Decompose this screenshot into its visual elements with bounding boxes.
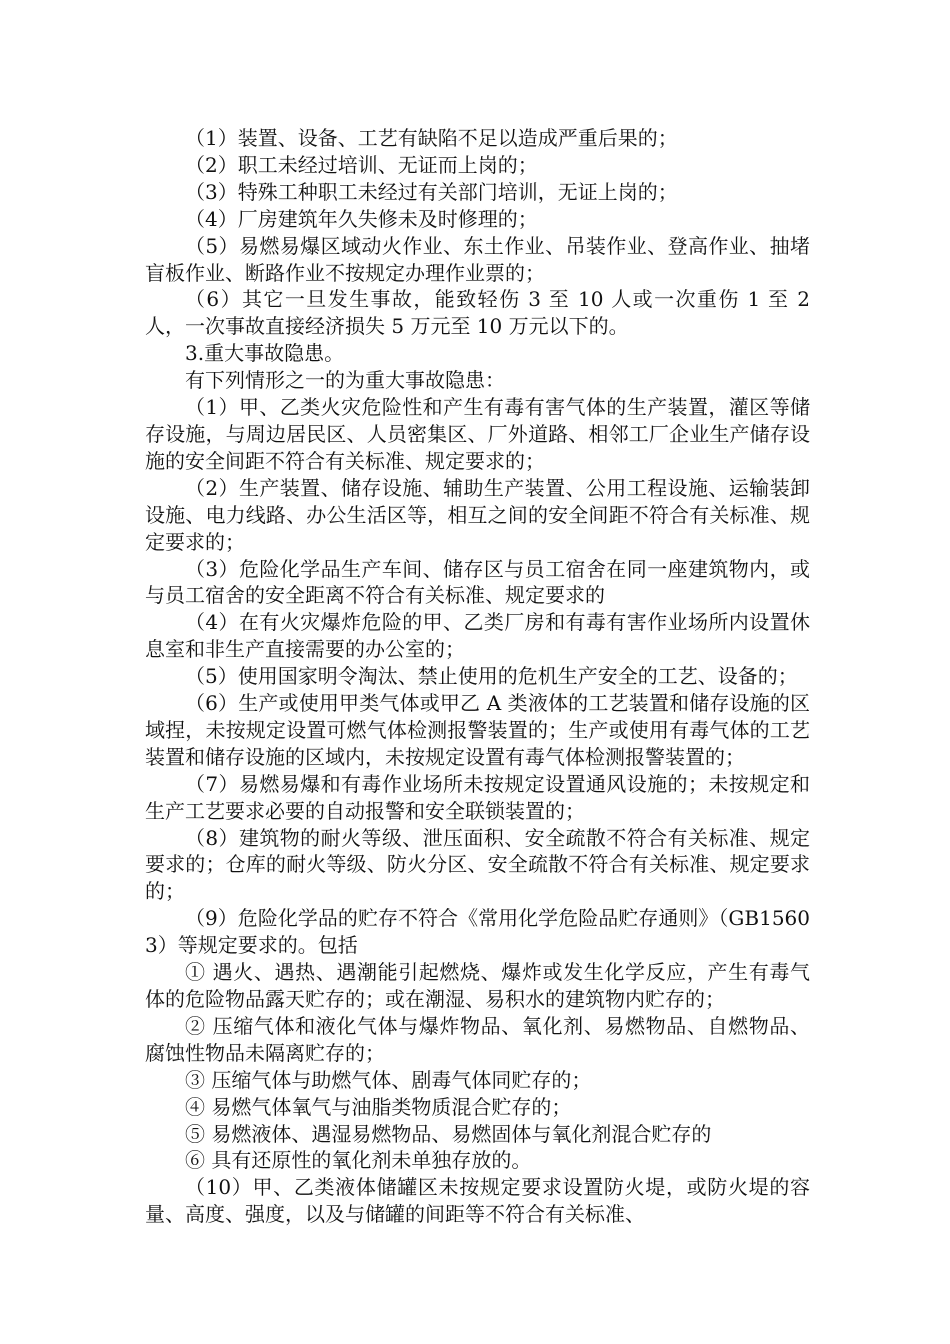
paragraph-item-1-5: （5）易燃易爆区域动火作业、东土作业、吊装作业、登高作业、抽堵盲板作业、断路作业不按规定办理作业票的；	[145, 233, 810, 285]
paragraph-item-2-9: （9）危险化学品的贮存不符合《常用化学危险品贮存通则》（GB15603）等规定要求的。包括	[145, 906, 810, 958]
subitem-1: ① 遇火、遇热、遇潮能引起燃烧、爆炸或发生化学反应，产生有毒气体的危险物品露天贮存的；或在潮湿、易积水的建筑物内贮存的；	[145, 960, 810, 1011]
paragraph-item-1-6: （6）其它一旦发生事故，能致轻伤 3 至 10 人或一次重伤 1 至 2 人，一次事故直接经济损失 5 万元至 10 万元以下的。	[145, 287, 810, 339]
paragraph-item-2-6: （6）生产或使用甲类气体或甲乙 A 类液体的工艺装置和储存设施的区域捏，未按规定设置可燃气体检测报警装置的；生产或使用有毒气体的工艺装置和储存设施的区域内，未按规定设置有毒气体检测报警装置的；	[145, 691, 810, 769]
paragraph-item-2-2: （2）生产装置、储存设施、辅助生产装置、公用工程设施、运输装卸设施、电力线路、办公生活区等，相互之间的安全间距不符合有关标准、规定要求的；	[145, 475, 810, 554]
paragraph-item-2-5: （5）使用国家明令淘汰、禁止使用的危机生产安全的工艺、设备的；	[185, 664, 798, 689]
document-body	[145, 125, 810, 1228]
subitem-6: ⑥ 具有还原性的氧化剂未单独存放的。	[185, 1148, 532, 1173]
subitem-4: ④ 易燃气体氧气与油脂类物质混合贮存的；	[185, 1094, 572, 1119]
paragraph-item-1-3: （3）特殊工种职工未经过有关部门培训，无证上岗的；	[185, 179, 678, 204]
subitem-5: ⑤ 易燃液体、遇湿易燃物品、易燃固体与氧化剂混合贮存的	[185, 1121, 712, 1146]
paragraph-item-2-4: （4）在有火灾爆炸危险的甲、乙类厂房和有毒有害作业场所内设置休息室和非生产直接需要的办公室的；	[145, 610, 810, 662]
subitem-2: ② 压缩气体和液化气体与爆炸物品、氧化剂、易燃物品、自燃物品、腐蚀性物品未隔离贮存的；	[145, 1013, 810, 1065]
paragraph-item-2-8: （8）建筑物的耐火等级、泄压面积、安全疏散不符合有关标准、规定要求的；仓库的耐火等级、防火分区、安全疏散不符合有关标准、规定要求的；	[145, 825, 810, 904]
section-heading: 3.重大事故隐患。	[185, 341, 345, 366]
paragraph-item-1-1: （1）装置、设备、工艺有缺陷不足以造成严重后果的；	[185, 126, 678, 150]
paragraph-item-2-10: （10）甲、乙类液体储罐区未按规定要求设置防火堤，或防火堤的容量、高度、强度，以及与储罐的间距等不符合有关标准、	[145, 1175, 810, 1227]
paragraph-item-1-2: （2）职工未经过培训、无证而上岗的；	[185, 152, 538, 177]
paragraph-item-1-4: （4）厂房建筑年久失修未及时修理的；	[185, 206, 538, 231]
section-intro: 有下列情形之一的为重大事故隐患：	[185, 368, 505, 393]
subitem-3: ③ 压缩气体与助燃气体、剧毒气体同贮存的；	[185, 1067, 592, 1092]
paragraph-item-2-1: （1）甲、乙类火灾危险性和产生有毒有害气体的生产装置，灌区等储存设施，与周边居民区、人员密集区、厂外道路、相邻工厂企业生产储存设施的安全间距不符合有关标准、规定要求的；	[145, 395, 810, 473]
paragraph-item-2-3: （3）危险化学品生产车间、储存区与员工宿舍在同一座建筑物内，或与员工宿舍的安全距离不符合有关标准、规定要求的	[145, 556, 810, 608]
paragraph-item-2-7: （7）易燃易爆和有毒作业场所未按规定设置通风设施的；未按规定和生产工艺要求必要的自动报警和安全联锁装置的；	[145, 771, 810, 823]
